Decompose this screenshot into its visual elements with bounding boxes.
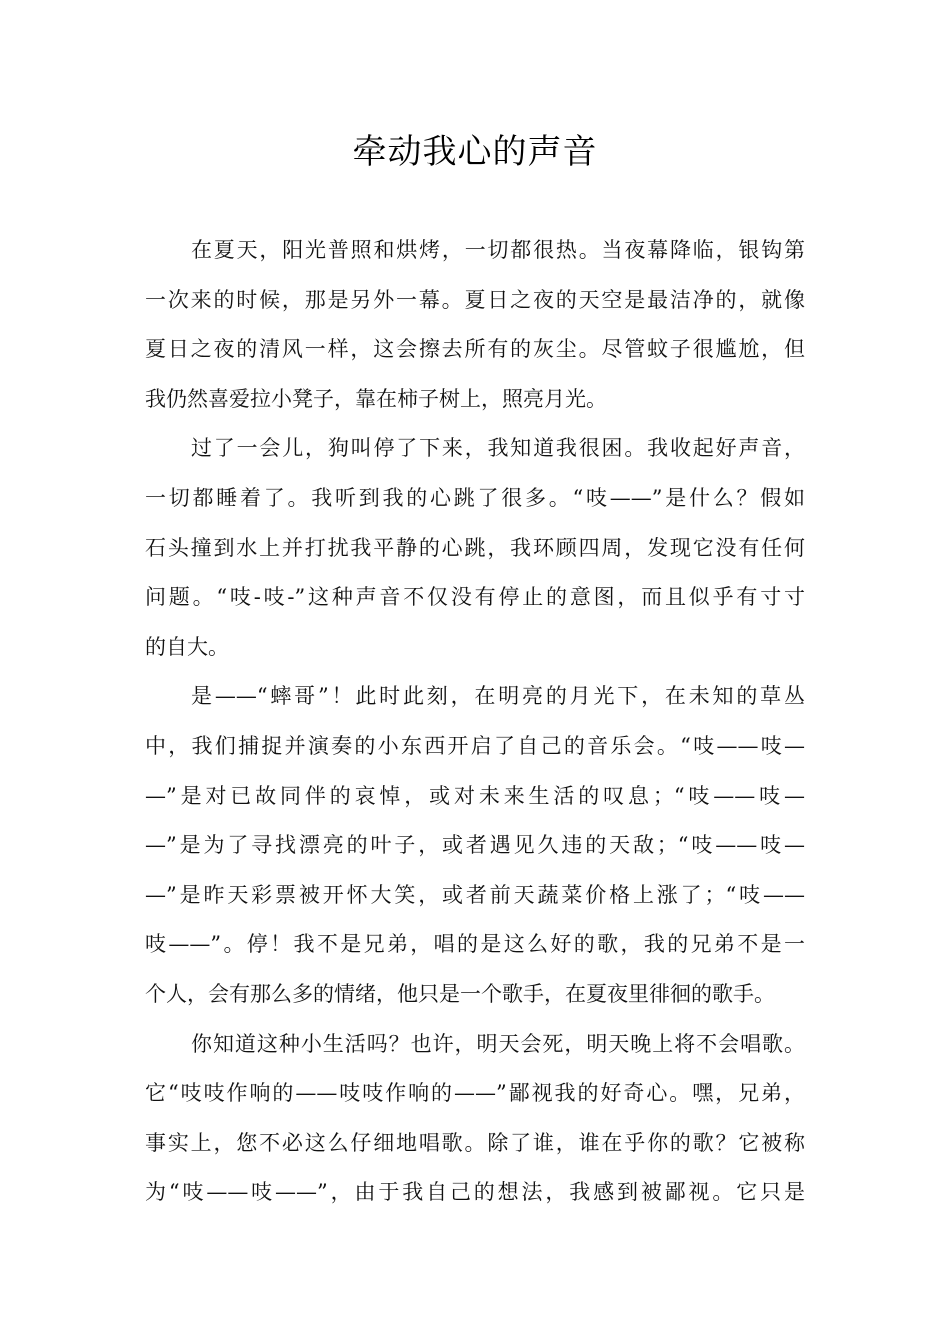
text-line: 它“吱吱作响的——吱吱作响的——”鄙视我的好奇心。嘿，兄弟，: [145, 1081, 805, 1106]
paragraph-3: [145, 672, 805, 1019]
text-line: 吱——”。停！我不是兄弟，唱的是这么好的歌，我的兄弟不是一: [145, 932, 805, 957]
text-line: —”是为了寻找漂亮的叶子，或者遇见久违的天敌；“吱——吱—: [145, 833, 805, 858]
paragraph-1: [145, 226, 805, 424]
text-line: 我仍然喜爱拉小凳子，靠在柿子树上，照亮月光。: [145, 386, 607, 411]
text-line: 个人，会有那么多的情绪，他只是一个歌手，在夏夜里徘徊的歌手。: [145, 981, 775, 1006]
text-line: 是——“蟀哥”！此时此刻，在明亮的月光下，在未知的草丛: [191, 684, 805, 709]
text-line: 的自大。: [145, 634, 229, 659]
text-line: 石头撞到水上并打扰我平静的心跳，我环顾四周，发现它没有任何: [145, 535, 805, 560]
document-body: [145, 226, 805, 1218]
text-line: 一切都睡着了。我听到我的心跳了很多。“吱——”是什么？假如: [145, 485, 805, 510]
text-line: —”是昨天彩票被开怀大笑，或者前天蔬菜价格上涨了；“吱——: [145, 882, 805, 907]
text-line: 事实上，您不必这么仔细地唱歌。除了谁，谁在乎你的歌？它被称: [145, 1130, 805, 1155]
paragraph-4: [145, 1020, 805, 1218]
text-line: —”是对已故同伴的哀悼，或对未来生活的叹息；“吱——吱—: [145, 783, 805, 808]
text-line: 你知道这种小生活吗？也许，明天会死，明天晚上将不会唱歌。: [191, 1031, 805, 1056]
text-line: 在夏天，阳光普照和烘烤，一切都很热。当夜幕降临，银钩第: [191, 238, 805, 262]
paragraph-2: [145, 424, 805, 672]
text-line: 过了一会儿，狗叫停了下来，我知道我很困。我收起好声音，: [191, 436, 805, 461]
document-title: 牵动我心的声音: [352, 132, 598, 172]
text-line: 中，我们捕捉并演奏的小东西开启了自己的音乐会。“吱——吱—: [145, 733, 805, 758]
text-line: 夏日之夜的清风一样，这会擦去所有的灰尘。尽管蚊子很尴尬，但: [145, 337, 805, 362]
text-line: 一次来的时候，那是另外一幕。夏日之夜的天空是最洁净的，就像: [145, 287, 805, 312]
text-line: 为“吱——吱——”，由于我自己的想法，我感到被鄙视。它只是: [145, 1180, 805, 1205]
text-line: 问题。“吱-吱-”这种声音不仅没有停止的意图，而且似乎有寸寸: [145, 585, 805, 610]
